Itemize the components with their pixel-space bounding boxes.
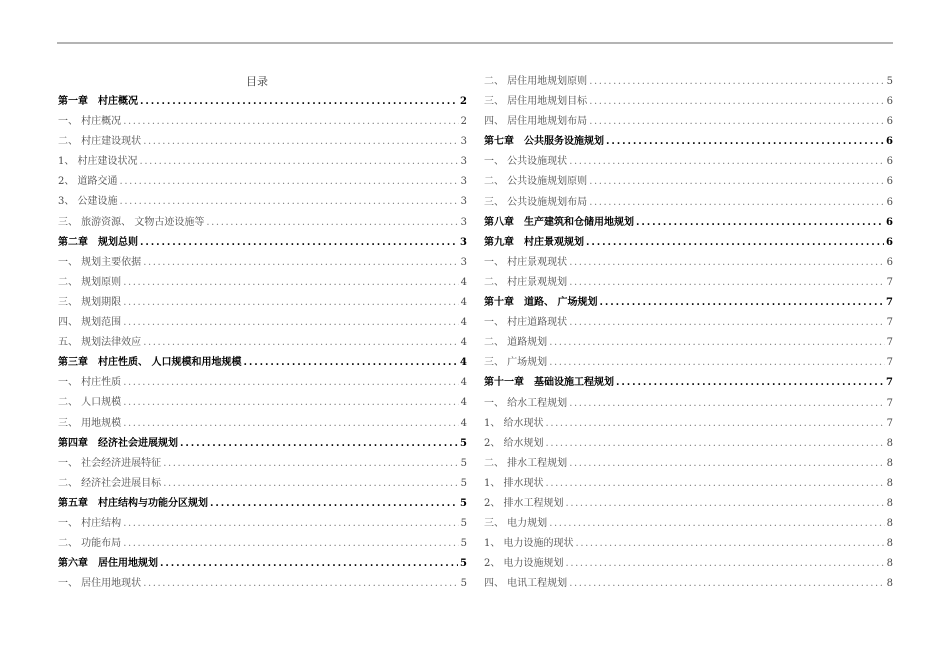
toc-dot-leader	[546, 437, 885, 450]
toc-dot-leader	[546, 477, 885, 490]
toc-dot-leader	[569, 457, 884, 470]
toc-dot-leader	[140, 95, 458, 108]
toc-page-number: 6	[886, 96, 893, 108]
toc-page-number: 5	[460, 457, 467, 469]
toc-dot-leader	[123, 517, 458, 530]
toc-chapter-entry[interactable]	[58, 557, 467, 577]
toc-section-entry[interactable]	[484, 276, 893, 296]
toc-dot-leader	[143, 256, 458, 269]
toc-entry-label: 一、 公共设施现状	[484, 156, 568, 168]
toc-section-entry[interactable]	[58, 216, 467, 236]
toc-dot-leader	[569, 577, 884, 590]
toc-chapter-entry[interactable]	[58, 356, 467, 376]
toc-dot-leader	[140, 155, 459, 168]
toc-section-entry[interactable]	[58, 577, 467, 597]
toc-entry-label: 四、 居住用地规划布局	[484, 116, 588, 128]
toc-page-number: 7	[886, 337, 893, 349]
toc-entry-label: 1、 电力设施的现状	[484, 538, 574, 550]
toc-dot-leader	[163, 477, 458, 490]
toc-entry-label: 第三章 村庄性质、 人口规模和用地规模	[58, 357, 242, 369]
toc-page-number: 5	[460, 558, 467, 570]
toc-section-entry[interactable]	[58, 316, 467, 336]
toc-page-number: 3	[460, 236, 467, 248]
toc-page-number: 5	[460, 538, 467, 550]
toc-entry-label: 二、 人口规模	[58, 397, 122, 409]
toc-page-number: 4	[460, 377, 467, 389]
toc-entry-label: 四、 电讯工程规划	[484, 578, 568, 590]
toc-chapter-entry[interactable]	[58, 236, 467, 256]
toc-entry-label: 1、 给水现状	[484, 417, 544, 429]
toc-dot-leader	[123, 417, 458, 430]
toc-page-number: 4	[460, 357, 467, 369]
toc-dot-leader	[549, 517, 884, 530]
toc-dot-leader	[589, 115, 884, 128]
toc-page-number: 6	[886, 236, 893, 248]
toc-entry-label: 一、 村庄道路现状	[484, 317, 568, 329]
toc-entry-label: 二、 道路规划	[484, 337, 548, 349]
toc-dot-leader	[123, 316, 458, 329]
toc-entry-label: 一、 给水工程规划	[484, 397, 568, 409]
toc-section-entry[interactable]	[58, 276, 467, 296]
toc-section-entry[interactable]	[58, 396, 467, 416]
toc-page-number: 6	[886, 136, 893, 148]
toc-chapter-entry[interactable]	[58, 95, 467, 115]
toc-entry-label: 一、 村庄性质	[58, 377, 122, 389]
toc-page-number: 4	[460, 296, 467, 308]
toc-entry-label: 二、 居住用地规划原则	[484, 76, 588, 87]
toc-section-entry[interactable]	[58, 376, 467, 396]
toc-section-entry[interactable]	[484, 95, 893, 115]
toc-page-number: 6	[886, 216, 893, 228]
toc-chapter-entry[interactable]	[58, 437, 467, 457]
toc-chapter-entry[interactable]	[484, 216, 893, 236]
toc-page-number: 3	[460, 156, 467, 168]
toc-page-number: 4	[460, 397, 467, 409]
toc-page-number: 5	[460, 437, 467, 449]
toc-section-entry[interactable]	[484, 577, 893, 597]
toc-page-number: 3	[460, 256, 467, 268]
toc-page-number: 8	[886, 518, 893, 530]
toc-page-number: 4	[460, 417, 467, 429]
toc-dot-leader	[143, 336, 458, 349]
toc-entry-label: 五、 规划法律效应	[58, 337, 142, 349]
toc-entry-label: 二、 公共设施规划原则	[484, 176, 588, 188]
toc-chapter-entry[interactable]	[58, 497, 467, 517]
toc-section-entry[interactable]	[484, 517, 893, 537]
toc-entry-label: 第五章 村庄结构与功能分区规划	[58, 497, 208, 509]
toc-chapter-entry[interactable]	[484, 135, 893, 155]
toc-dot-leader	[576, 537, 885, 550]
toc-dot-leader	[140, 236, 458, 249]
toc-entry-label: 二、 经济社会进展目标	[58, 477, 162, 489]
toc-dot-leader	[123, 376, 458, 389]
toc-page-number: 7	[886, 377, 893, 389]
toc-section-entry[interactable]	[484, 155, 893, 175]
toc-page-number: 5	[460, 477, 467, 489]
toc-page-number: 3	[460, 136, 467, 148]
toc-section-entry[interactable]	[58, 135, 467, 155]
toc-section-entry[interactable]	[484, 457, 893, 477]
toc-entry-label: 三、 电力规划	[484, 518, 548, 530]
toc-entry-label: 一、 村庄结构	[58, 517, 122, 529]
toc-dot-leader	[123, 537, 458, 550]
toc-entry-label: 三、 规划期限	[58, 296, 122, 308]
toc-entry-label: 四、 规划范围	[58, 317, 122, 329]
toc-entry-label: 1、 排水现状	[484, 477, 544, 489]
toc-entry-label: 三、 公共设施规划布局	[484, 196, 588, 208]
toc-section-entry[interactable]	[484, 557, 893, 577]
toc-dot-leader	[123, 296, 458, 309]
toc-dot-leader	[586, 236, 884, 249]
toc-page-number: 7	[886, 357, 893, 369]
toc-page-number: 8	[886, 437, 893, 449]
toc-page-number: 7	[886, 297, 893, 309]
toc-dot-leader	[210, 497, 458, 510]
toc-page-number: 6	[886, 156, 893, 168]
toc-entry-label: 一、 居住用地现状	[58, 578, 142, 590]
toc-section-entry[interactable]	[484, 256, 893, 276]
toc-section-entry[interactable]	[58, 175, 467, 195]
toc-dot-leader	[123, 115, 458, 128]
toc-entry-label: 第四章 经济社会进展规划	[58, 437, 178, 449]
toc-dot-leader	[616, 376, 884, 389]
toc-section-entry[interactable]	[58, 296, 467, 316]
toc-section-entry[interactable]	[58, 417, 467, 437]
toc-dot-leader	[589, 95, 884, 108]
toc-entry-label: 3、 公建设施	[58, 196, 118, 208]
toc-entry-label: 二、 功能布局	[58, 538, 122, 550]
toc-section-entry[interactable]	[484, 397, 893, 417]
toc-entry-label: 一、 社会经济进展特征	[58, 457, 162, 469]
toc-dot-leader	[569, 276, 884, 289]
toc-section-entry[interactable]	[484, 497, 893, 517]
toc-section-entry[interactable]	[484, 356, 893, 376]
toc-section-entry[interactable]	[58, 537, 467, 557]
toc-entry-label: 一、 村庄景观现状	[484, 256, 568, 268]
toc-dot-leader	[546, 417, 885, 430]
toc-page-number: 7	[886, 317, 893, 329]
toc-entry-label: 二、 村庄建设现状	[58, 136, 142, 148]
toc-chapter-entry[interactable]	[484, 236, 893, 256]
toc-page-number: 3	[460, 196, 467, 208]
toc-dot-leader	[589, 175, 884, 188]
toc-page-number: 4	[460, 276, 467, 288]
toc-page-number: 6	[886, 176, 893, 188]
toc-entry-label: 2、 给水规划	[484, 437, 544, 449]
toc-page-number: 7	[886, 417, 893, 429]
toc-dot-leader	[589, 196, 884, 209]
toc-section-entry[interactable]	[484, 477, 893, 497]
toc-page-number: 8	[886, 477, 893, 489]
toc-entry-label: 第九章 村庄景观规划	[484, 236, 584, 248]
toc-section-entry[interactable]	[484, 437, 893, 457]
toc-dot-leader	[549, 356, 884, 369]
toc-page-number: 8	[886, 578, 893, 590]
toc-dot-leader	[120, 175, 459, 188]
toc-entry-label: 二、 村庄景观规划	[484, 276, 568, 288]
toc-section-entry[interactable]	[58, 336, 467, 356]
toc-entry-label: 第七章 公共服务设施规划	[484, 136, 604, 148]
toc-dot-leader	[243, 356, 458, 369]
toc-entry-label: 一、 村庄概况	[58, 116, 122, 128]
toc-section-entry[interactable]	[58, 457, 467, 477]
toc-section-entry[interactable]	[58, 155, 467, 175]
toc-entry-label: 第十章 道路、 广场规划	[484, 297, 598, 309]
toc-title: 目录	[246, 75, 268, 88]
toc-page-number: 3	[460, 176, 467, 188]
toc-dot-leader	[569, 155, 884, 168]
toc-dot-leader	[569, 397, 884, 410]
toc-dot-leader	[569, 316, 884, 329]
toc-page-number: 6	[886, 116, 893, 128]
toc-section-entry[interactable]	[484, 417, 893, 437]
toc-dot-leader	[120, 195, 459, 208]
toc-page-number: 8	[886, 538, 893, 550]
toc-dot-leader	[160, 557, 458, 570]
toc-dot-leader	[549, 336, 884, 349]
toc-page-number: 5	[460, 517, 467, 529]
toc-entry-label: 三、 用地规模	[58, 417, 122, 429]
toc-page-number: 4	[460, 317, 467, 329]
toc-entry-label: 三、 居住用地规划目标	[484, 96, 588, 108]
toc-page-number: 2	[460, 96, 467, 107]
toc-dot-leader	[123, 396, 458, 409]
toc-dot-leader	[566, 557, 885, 570]
toc-dot-leader	[206, 216, 458, 229]
toc-column-right	[484, 75, 893, 597]
toc-entry-label: 第十一章 基础设施工程规划	[484, 377, 614, 389]
toc-page-number: 5	[460, 578, 467, 590]
toc-entry-label: 二、 规划原则	[58, 276, 122, 288]
toc-dot-leader	[143, 577, 458, 590]
toc-section-entry[interactable]	[484, 336, 893, 356]
toc-section-entry[interactable]	[484, 316, 893, 336]
toc-entry-label: 第一章 村庄概况	[58, 96, 138, 107]
toc-dot-leader	[569, 256, 884, 269]
toc-section-entry[interactable]	[58, 517, 467, 537]
toc-entry-label: 第六章 居住用地规划	[58, 558, 158, 570]
toc-dot-leader	[180, 437, 458, 450]
toc-chapter-entry[interactable]	[484, 296, 893, 316]
toc-section-entry[interactable]	[484, 175, 893, 195]
toc-section-entry[interactable]	[484, 537, 893, 557]
toc-entry-label: 三、 旅游资源、 文物古迹设施等	[58, 216, 205, 228]
toc-entry-label: 2、 道路交通	[58, 176, 118, 188]
toc-entry-label: 2、 电力设施规划	[484, 558, 564, 570]
toc-dot-leader	[606, 135, 884, 148]
toc-section-entry[interactable]	[484, 75, 893, 95]
toc-page-number: 5	[886, 76, 893, 87]
toc-page-number: 2	[460, 116, 467, 128]
toc-section-entry[interactable]	[58, 256, 467, 276]
toc-entry-label: 三、 广场规划	[484, 357, 548, 369]
toc-section-entry[interactable]	[58, 115, 467, 135]
toc-page-number: 7	[886, 276, 893, 288]
toc-entry-label: 一、 规划主要依据	[58, 256, 142, 268]
toc-dot-leader	[589, 75, 884, 88]
header-rule	[57, 42, 893, 44]
toc-page-number: 8	[886, 457, 893, 469]
toc-dot-leader	[163, 457, 458, 470]
toc-dot-leader	[566, 497, 885, 510]
toc-entry-label: 二、 排水工程规划	[484, 457, 568, 469]
toc-section-entry[interactable]	[58, 477, 467, 497]
toc-page-number: 8	[886, 558, 893, 570]
toc-section-entry[interactable]	[484, 196, 893, 216]
toc-entry-label: 第二章 规划总则	[58, 236, 138, 248]
toc-section-entry[interactable]	[484, 115, 893, 135]
toc-page-number: 8	[886, 497, 893, 509]
toc-page-number: 7	[886, 397, 893, 409]
toc-page-number: 3	[460, 216, 467, 228]
toc-section-entry[interactable]	[58, 195, 467, 215]
toc-page-number: 6	[886, 256, 893, 268]
toc-chapter-entry[interactable]	[484, 376, 893, 396]
toc-column-left	[58, 95, 467, 597]
toc-entry-label: 2、 排水工程规划	[484, 497, 564, 509]
toc-dot-leader	[599, 296, 884, 309]
toc-page-number: 5	[460, 497, 467, 509]
toc-entry-label: 1、 村庄建设状况	[58, 156, 138, 168]
toc-dot-leader	[143, 135, 458, 148]
toc-dot-leader	[123, 276, 458, 289]
toc-dot-leader	[636, 216, 884, 229]
toc-entry-label: 第八章 生产建筑和仓储用地规划	[484, 216, 634, 228]
toc-page-number: 4	[460, 337, 467, 349]
toc-page-number: 6	[886, 196, 893, 208]
